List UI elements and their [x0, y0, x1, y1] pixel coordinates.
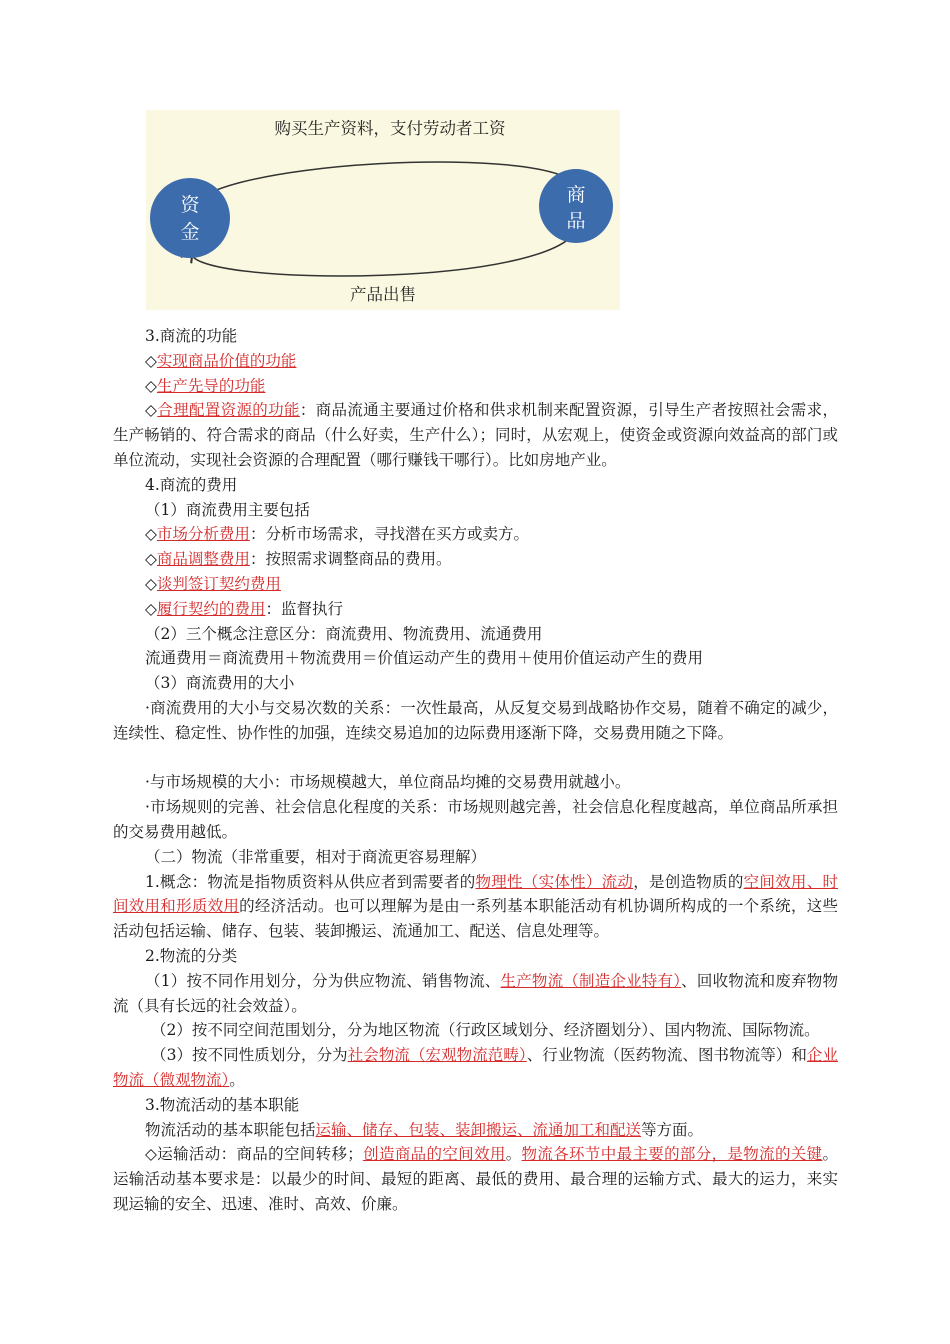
- capital-node: [150, 178, 230, 258]
- diamond-bullet: ◇: [145, 351, 157, 370]
- diamond-bullet: ◇: [145, 550, 157, 569]
- classification-2: （2）按不同空间范围划分，分为地区物流（行政区域划分、经济圈划分）、国内物流、国际物流。: [151, 1021, 820, 1040]
- function-item-2: [113, 374, 838, 399]
- highlight-text: 创造商品的空间效用: [362, 1145, 506, 1164]
- highlight-text: 谈判签订契约费用: [156, 574, 281, 593]
- text-run: 1.概念：物流是指物质资料从供应者到需要者的: [145, 872, 476, 891]
- cost-subheading-2: （2）三个概念注意区分：商流费用、物流费用、流通费用: [145, 624, 543, 643]
- text-run: （1）按不同作用划分，分为供应物流、销售物流、: [145, 971, 501, 990]
- diagram-top-label: 购买生产资料，支付劳动者工资: [274, 119, 506, 138]
- diamond-bullet: ◇: [145, 599, 157, 618]
- heading-logistics-functions: 3.物流活动的基本职能: [145, 1095, 300, 1114]
- text-run: 的经济活动。也可以理解为是由一系列基本职能活动有机协调所构成的一个系统，这些活动包括运输、储存、包装、装卸搬运、流通加工、配送、信息处理等。: [113, 897, 838, 941]
- diamond-bullet: ◇: [145, 401, 158, 420]
- cost-point-1: ·商流费用的大小与交易次数的关系：一次性最高，从反复交易到战略协作交易，随着不确定的减少，连续性、稳定性、协作性的加强，连续交易追加的边际费用逐渐下降，交易费用随之下降。: [113, 698, 838, 742]
- highlight-text: 社会物流（宏观物流范畴）: [347, 1046, 527, 1065]
- commodity-node-label-1: 商: [566, 184, 586, 206]
- transport-activity: [113, 1142, 838, 1216]
- cost-item-1: [113, 522, 838, 547]
- cost-formula: 流通费用＝商流费用＋物流费用＝价值运动产生的费用＋使用价值运动产生的费用: [145, 649, 704, 668]
- logistics-concept: [113, 870, 838, 944]
- cost-item-2-desc: ：按照需求调整商品的费用。: [249, 550, 452, 569]
- cost-item-4-desc: ：监督执行: [265, 599, 343, 618]
- highlight-text: 市场分析费用: [156, 525, 250, 544]
- cost-item-3: [113, 572, 838, 597]
- function-item-3-desc: ：商品流通主要通过价格和供求机制来配置资源，引导生产者按照社会需求，生产畅销的、符合需求的商品（什么好卖，生产什么）；同时，从宏观上，使资金或资源向效益高的部门或单位流动，实现社会资源的合理配置（哪行赚钱干哪行）。比如房地产业。: [113, 401, 838, 469]
- document-body: [113, 324, 838, 1217]
- highlight-text: 生产物流（制造企业特有）: [500, 971, 682, 990]
- cost-item-1-desc: ：分析市场需求，寻找潜在买方或卖方。: [249, 525, 529, 544]
- text-run: 、回收物流和废弃物物流（具有长远的社会效益）。: [113, 971, 838, 1015]
- highlight-text: 空间效用、时间效用和形质效用: [113, 872, 838, 916]
- text-run: 物流活动的基本职能包括: [145, 1120, 316, 1139]
- text-run: 。: [229, 1070, 245, 1089]
- capital-commodity-cycle-diagram: [146, 110, 620, 310]
- highlight-text: 履行契约的费用: [156, 599, 266, 618]
- text-run: ，是创造物质的: [633, 872, 744, 891]
- highlight-text: 生产先导的功能: [156, 376, 266, 395]
- capital-node-label-2: 金: [180, 221, 200, 243]
- diamond-bullet: ◇: [145, 376, 157, 395]
- cost-point-2: ·与市场规模的大小：市场规模越大，单位商品均摊的交易费用就越小。: [145, 773, 631, 792]
- diamond-bullet: ◇: [145, 574, 157, 593]
- function-item-3: [113, 398, 838, 472]
- cost-item-4: [113, 597, 838, 622]
- heading-logistics-classification: 2.物流的分类: [145, 946, 238, 965]
- cost-subheading-1: （1）商流费用主要包括: [145, 500, 310, 519]
- highlight-text: 物理性（实体性）流动: [475, 872, 634, 891]
- highlight-text: 企业物流（微观物流）: [113, 1046, 838, 1089]
- logistics-functions-list: [113, 1118, 838, 1143]
- capital-node-label-1: 资: [180, 194, 200, 216]
- highlight-text: 物流各环节中最主要的部分，是物流的关键: [521, 1145, 823, 1164]
- highlight-text: 实现商品价值的功能: [156, 351, 297, 370]
- classification-3: [113, 1043, 838, 1093]
- highlight-text: 合理配置资源的功能: [157, 401, 300, 420]
- highlight-text: 商品调整费用: [156, 550, 250, 569]
- function-item-1: [113, 349, 838, 374]
- diagram-bottom-label: 产品出售: [350, 285, 416, 304]
- cost-point-3: ·市场规则的完善、社会信息化程度的关系：市场规则越完善，社会信息化程度越高，单位商品所承担的交易费用越低。: [113, 798, 838, 841]
- text-run: 。: [505, 1145, 522, 1164]
- cost-subheading-3: （3）商流费用的大小: [145, 674, 295, 693]
- highlight-text: 运输、储存、包装、装卸搬运、流通加工和配送: [315, 1120, 642, 1139]
- blank-line: [113, 746, 838, 771]
- cost-item-2: [113, 547, 838, 572]
- section-logistics: （二）物流（非常重要，相对于商流更容易理解）: [145, 847, 487, 866]
- text-run: 、行业物流（医药物流、图书物流等）和: [526, 1046, 807, 1065]
- commodity-node-label-2: 品: [566, 210, 586, 232]
- text-run: ◇运输活动：商品的空间转移；: [145, 1145, 363, 1164]
- text-run: 。运输活动基本要求是：以最少的时间、最短的距离、最低的费用、最合理的运输方式、最大的运力，来实现运输的安全、迅速、准时、高效、价廉。: [113, 1145, 838, 1213]
- diamond-bullet: ◇: [145, 525, 157, 544]
- text-run: 等方面。: [641, 1120, 704, 1139]
- classification-1: [113, 969, 838, 1019]
- cycle-diagram-svg: [146, 110, 620, 310]
- text-run: （3）按不同性质划分，分为: [151, 1046, 348, 1065]
- heading-commerce-functions: 3.商流的功能: [145, 327, 238, 345]
- heading-commerce-costs: 4.商流的费用: [145, 475, 238, 494]
